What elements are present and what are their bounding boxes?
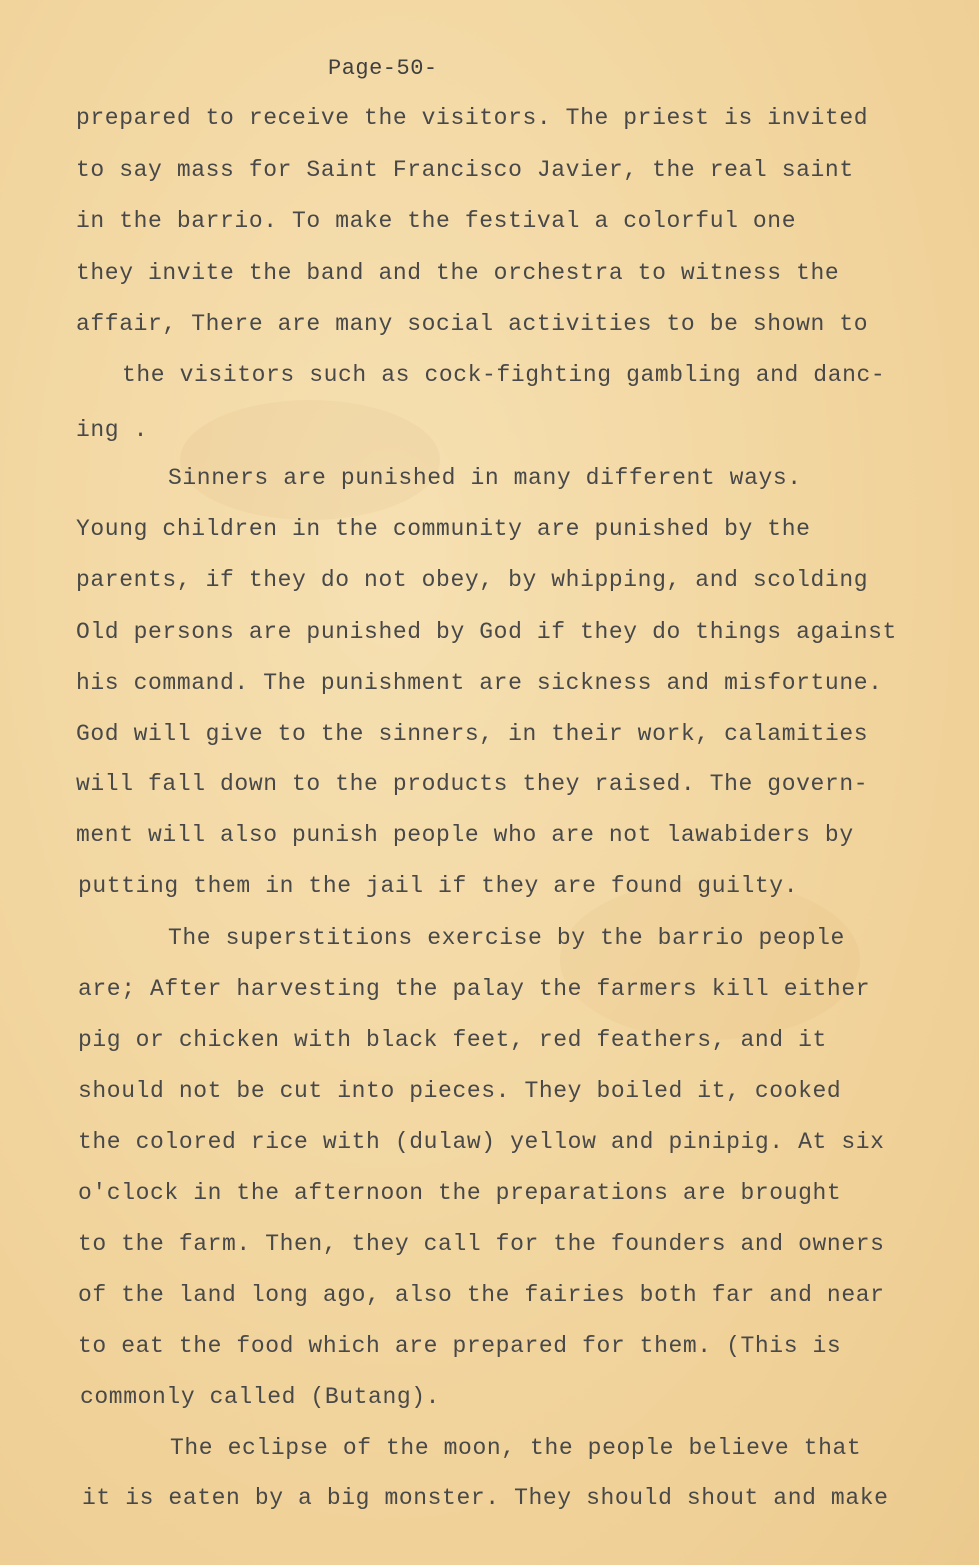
text-line: his command. The punishment are sickness and misfortune.: [76, 670, 883, 696]
text-line: commonly called (Butang).: [80, 1384, 441, 1410]
text-line: pig or chicken with black feet, red feathers, and it: [78, 1027, 827, 1053]
text-line: The superstitions exercise by the barrio people: [168, 925, 845, 951]
text-line: The eclipse of the moon, the people believe that: [170, 1435, 862, 1461]
text-line: ment will also punish people who are not lawabiders by: [76, 822, 854, 848]
text-line: the colored rice with (dulaw) yellow and pinipig. At six: [78, 1129, 885, 1155]
text-line: Sinners are punished in many different ways.: [168, 465, 802, 491]
paper-stain: [560, 880, 860, 1040]
text-line: God will give to the sinners, in their work, calamities: [76, 721, 869, 747]
text-line: parents, if they do not obey, by whipping, and scolding: [76, 567, 869, 593]
text-line: should not be cut into pieces. They boiled it, cooked: [78, 1078, 842, 1104]
text-line: it is eaten by a big monster. They should shout and make: [82, 1485, 889, 1511]
page-number: Page-50-: [328, 56, 438, 81]
text-line: prepared to receive the visitors. The priest is invited: [76, 105, 869, 131]
text-line: ing .: [76, 417, 149, 443]
text-line: Old persons are punished by God if they do things against: [76, 619, 897, 645]
text-line: putting them in the jail if they are found guilty.: [78, 873, 799, 899]
paper-stain: [180, 400, 440, 520]
text-line: are; After harvesting the palay the farmers kill either: [78, 976, 871, 1002]
text-line: o'clock in the afternoon the preparations are brought: [78, 1180, 842, 1206]
text-line: to the farm. Then, they call for the founders and owners: [78, 1231, 885, 1257]
text-line: the visitors such as cock-fighting gambling and danc-: [122, 362, 886, 388]
text-line: Young children in the community are punished by the: [76, 516, 811, 542]
text-line: in the barrio. To make the festival a colorful one: [76, 208, 797, 234]
text-line: they invite the band and the orchestra to witness the: [76, 260, 840, 286]
text-line: will fall down to the products they raised. The govern-: [76, 771, 869, 797]
text-line: to eat the food which are prepared for them. (This is: [78, 1333, 842, 1359]
text-line: affair, There are many social activities to be shown to: [76, 311, 869, 337]
text-line: to say mass for Saint Francisco Javier, the real saint: [76, 157, 854, 183]
text-line: of the land long ago, also the fairies both far and near: [78, 1282, 885, 1308]
